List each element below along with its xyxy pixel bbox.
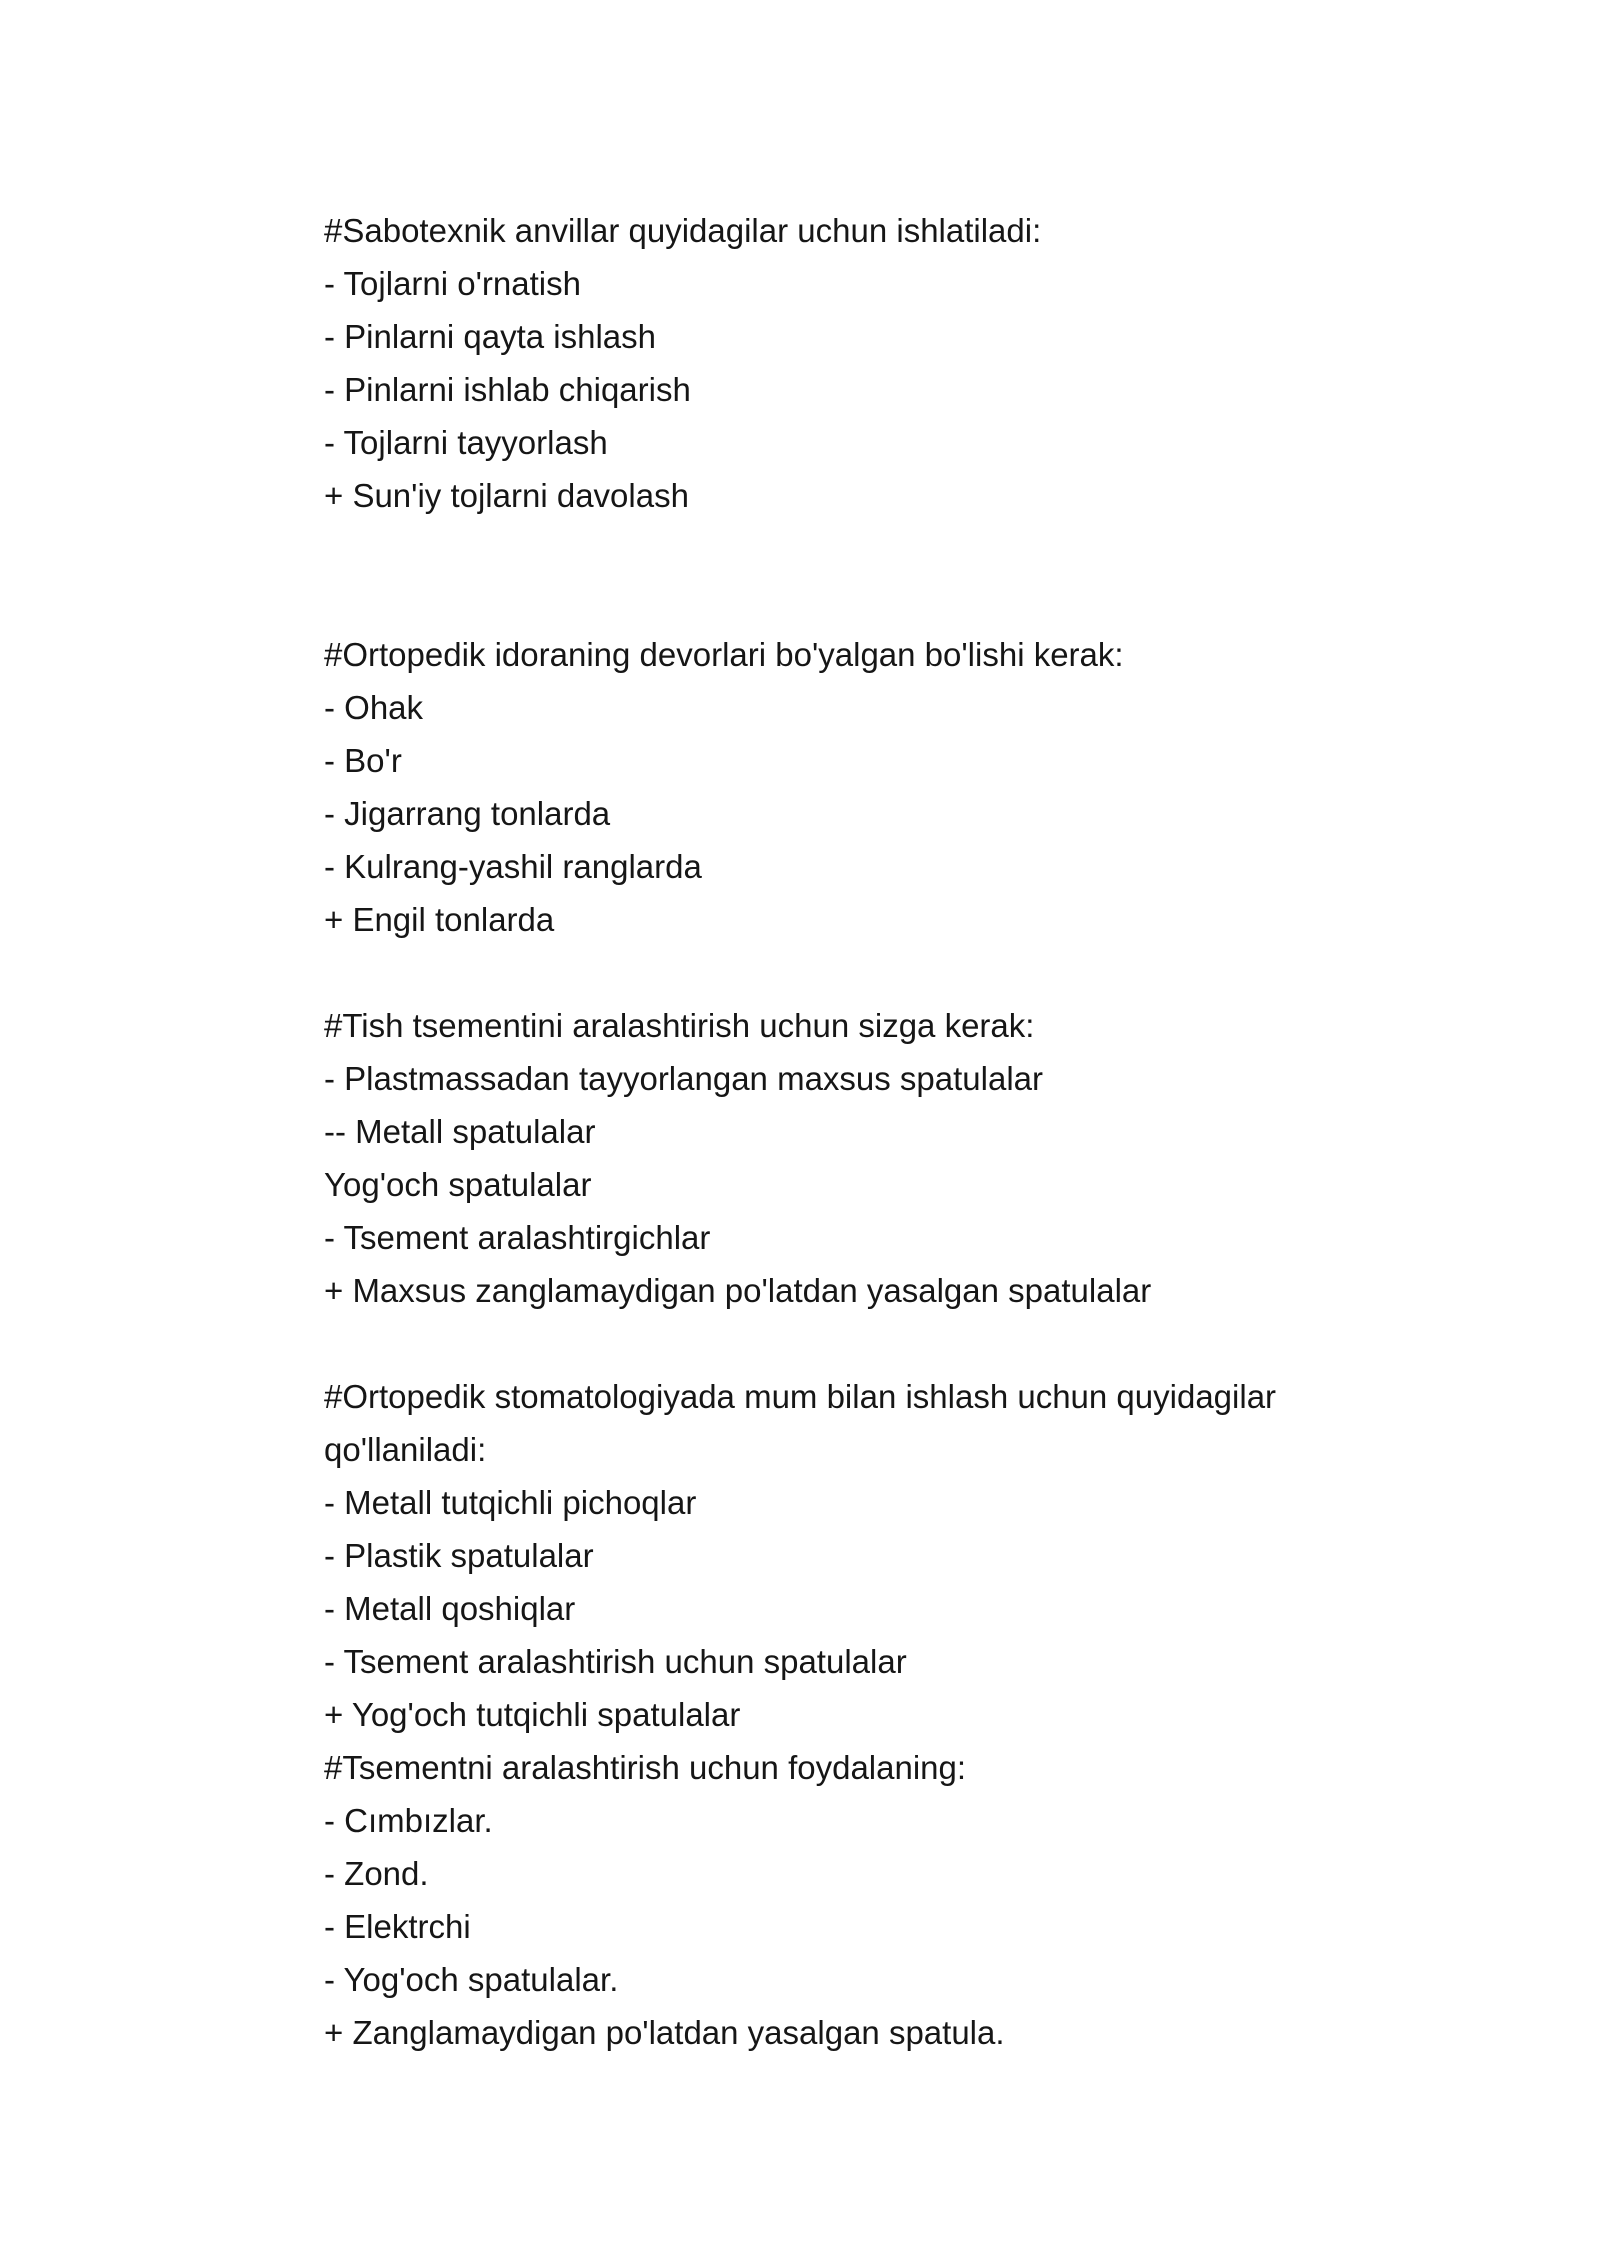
document-text — [324, 204, 1404, 2059]
answer-option: - Tojlarni o'rnatish — [324, 265, 581, 302]
question-block-3 — [324, 999, 1404, 1317]
answer-option: - Tsement aralashtirish uchun spatulalar — [324, 1643, 907, 1680]
question-text: #Tsementni aralashtirish uchun foydalaning: — [324, 1749, 967, 1786]
answer-option: - Plastik spatulalar — [324, 1537, 594, 1574]
correct-answer: + Maxsus zanglamaydigan po'latdan yasalgan spatulalar — [324, 1272, 1152, 1309]
answer-option: - Yog'och spatulalar. — [324, 1961, 619, 1998]
question-text: #Tish tsementini aralashtirish uchun sizga kerak: — [324, 1007, 1035, 1044]
correct-answer: + Sun'iy tojlarni davolash — [324, 477, 689, 514]
answer-option: -- Metall spatulalar — [324, 1113, 596, 1150]
answer-option: - Zond. — [324, 1855, 429, 1892]
answer-option: - Pinlarni qayta ishlash — [324, 318, 656, 355]
question-text: #Sabotexnik anvillar quyidagilar uchun ishlatiladi: — [324, 212, 1042, 249]
question-block-2 — [324, 628, 1404, 946]
answer-option: - Jigarrang tonlarda — [324, 795, 611, 832]
question-text: #Ortopedik stomatologiyada mum bilan ishlash uchun quyidagilar — [324, 1378, 1277, 1415]
answer-option: - Cımbızlar. — [324, 1802, 493, 1839]
answer-option: - Pinlarni ishlab chiqarish — [324, 371, 691, 408]
answer-option: Yog'och spatulalar — [324, 1166, 592, 1203]
answer-option: - Kulrang-yashil ranglarda — [324, 848, 702, 885]
question-block-4 — [324, 1370, 1404, 2059]
answer-option: - Elektrchi — [324, 1908, 471, 1945]
correct-answer: + Engil tonlarda — [324, 901, 555, 938]
correct-answer: + Zanglamaydigan po'latdan yasalgan spatula. — [324, 2014, 1005, 2051]
block-spacer — [324, 946, 1404, 999]
answer-option: - Bo'r — [324, 742, 402, 779]
correct-answer: + Yog'och tutqichli spatulalar — [324, 1696, 741, 1733]
answer-option: - Metall qoshiqlar — [324, 1590, 576, 1627]
answer-option: - Ohak — [324, 689, 424, 726]
answer-option: - Tsement aralashtirgichlar — [324, 1219, 711, 1256]
block-spacer — [324, 1317, 1404, 1370]
question-block-1 — [324, 204, 1404, 522]
answer-option: - Plastmassadan tayyorlangan maxsus spatulalar — [324, 1060, 1044, 1097]
question-text-continued: qo'llaniladi: — [324, 1431, 487, 1468]
answer-option: - Metall tutqichli pichoqlar — [324, 1484, 697, 1521]
answer-option: - Tojlarni tayyorlash — [324, 424, 608, 461]
block-spacer — [324, 522, 1404, 628]
question-text: #Ortopedik idoraning devorlari bo'yalgan bo'lishi kerak: — [324, 636, 1124, 673]
